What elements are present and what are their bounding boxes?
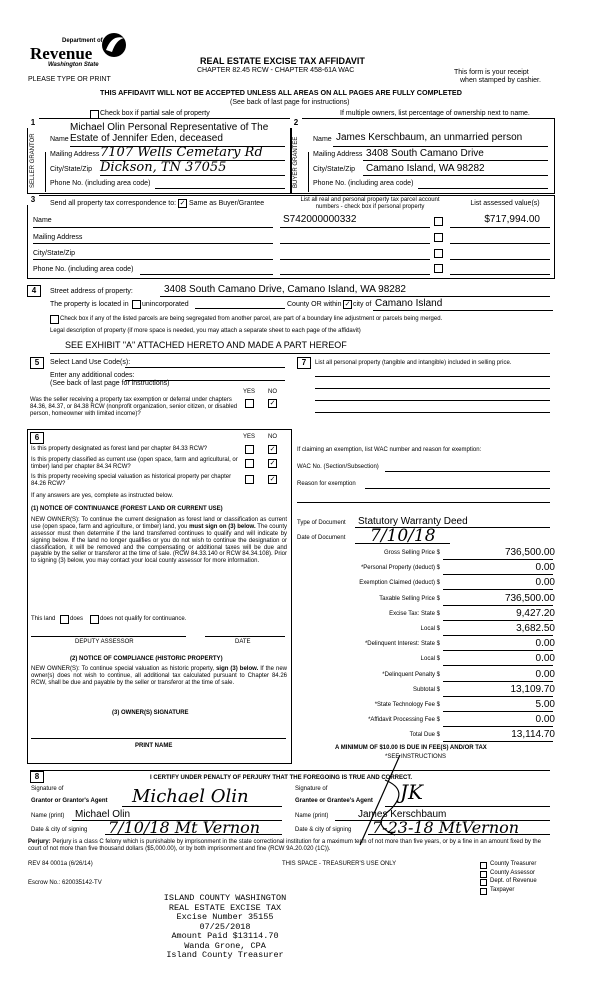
does-label: does — [70, 616, 84, 622]
pp-rule-1 — [315, 376, 550, 377]
tax-row-value[interactable]: 0.00 — [535, 653, 555, 665]
personal-property-label: List all personal property (tangible and intangible) included in selling price. — [315, 360, 512, 366]
does-not-label: does not qualify for continuance. — [100, 616, 187, 622]
tax-row-rule — [443, 574, 553, 575]
assessed-rule-1 — [450, 227, 550, 228]
s3-name-label: Name — [33, 217, 52, 224]
tax-row-rule — [443, 741, 553, 742]
seller-city-rule — [100, 175, 285, 176]
street-rule — [160, 296, 550, 297]
grantee-name-label: Name (print) — [295, 813, 329, 819]
s3-mailing-rule — [33, 243, 273, 244]
stamp-line: Amount Paid $13114.70 — [171, 931, 279, 941]
tax-row-rule — [443, 589, 553, 590]
grantee-agent-label: Grantee or Grantee's Agent — [295, 798, 373, 804]
s3-city-rule — [33, 259, 273, 260]
parcel-header: List all real and personal property tax parcel account numbers - check box if personal property — [300, 197, 440, 210]
certify-text: I CERTIFY UNDER PENALTY OF PERJURY THAT THE FOREGOING IS TRUE AND CORRECT. — [150, 775, 413, 781]
tax-row-value[interactable]: 0.00 — [535, 562, 555, 574]
grantee-signature-of: Signature of — [295, 786, 328, 792]
buyer-phone-rule — [418, 188, 548, 189]
continuance-text-bold: must sign on (3) below. — [189, 523, 256, 530]
exemption-claim-label: If claiming an exemption, list WAC number and reason for exemption: — [297, 447, 482, 453]
copy-checkbox[interactable] — [480, 871, 487, 878]
s6-yes-label: YES — [243, 434, 256, 440]
located-label: The property is located in — [50, 301, 129, 308]
assessed-rule-3 — [450, 259, 550, 260]
s3-mailing-label: Mailing Address — [33, 234, 83, 241]
tax-row-value[interactable]: 0.00 — [535, 714, 555, 726]
s5-yes-label: YES — [243, 389, 256, 395]
exemption-question: Was the seller receiving a property tax exemption or deferral under chapters 84.36, 84.37, or 84.38 RCW (nonprofit organization, senior citizen, or disabled person, homeowner with limited income)? — [30, 397, 238, 417]
grantor-signature[interactable]: Michael Olin — [132, 786, 249, 807]
tax-row-value[interactable]: 736,500.00 — [504, 592, 555, 604]
please-type: PLEASE TYPE OR PRINT — [28, 76, 111, 83]
continuance-text-b: The county assessor must then determine if the land transferred continues to qualify and will indicate by signing below. If the land no longer qualifies or you do not wish to continue the designation or classification, it will be removed and the compensating or additional taxes will be due and payable by the seller or transferor at the time of sale. (RCW 84.33.140 or RCW 84.34.108). Prior to signing (3) below, you may contact your local county assessor for more information. — [31, 523, 287, 565]
copy-checkbox[interactable] — [480, 862, 487, 869]
deputy-assessor-label: DEPUTY ASSESSOR — [75, 639, 134, 645]
seller-city-label: City/State/Zip — [50, 166, 93, 173]
reason-rule-2 — [297, 502, 550, 503]
send-correspondence-label: Send all property tax correspondence to: — [50, 200, 177, 207]
section-2-number: 2 — [290, 118, 302, 128]
doc-date[interactable]: 7/10/18 — [370, 526, 436, 546]
owner-sig-rule — [31, 738, 286, 739]
parcel-rule-3 — [280, 259, 430, 260]
legal-description-label: Legal description of property (if more space is needed, you may attach a separate sheet to each page of the affidavit) — [50, 328, 361, 334]
tax-row-value[interactable]: 5.00 — [535, 699, 555, 710]
tax-row-value[interactable]: 0.00 — [535, 577, 555, 589]
tax-row-rule — [443, 635, 553, 636]
swoosh-logo-icon — [100, 30, 128, 60]
reason-label: Reason for exemption — [297, 481, 356, 487]
buyer-city-label: City/State/Zip — [313, 166, 356, 173]
county-or-within-label: County OR within — [287, 301, 342, 308]
tax-row-label: Local $ — [420, 656, 440, 663]
tax-row-value[interactable]: 3,682.50 — [516, 623, 555, 634]
partial-sale-label: Check box if partial sale of property — [100, 110, 210, 117]
tax-row-label: Excise Tax: State $ — [389, 610, 440, 617]
tax-row-value[interactable]: 736,500.00 — [504, 547, 555, 558]
segregated-label: Check box if any of the listed parcels are being segregated from another parcel, are part of a boundary line adjustment or parcels being merged. — [60, 316, 443, 322]
s3-name-rule — [33, 227, 273, 228]
parcel-4-personal-checkbox[interactable] — [434, 264, 443, 273]
s5-yes-checkbox[interactable] — [245, 399, 254, 408]
property-city[interactable]: Camano Island — [375, 298, 443, 309]
s6-q3-yes-checkbox[interactable] — [245, 475, 254, 484]
grantee-date-label: Date & city of signing — [295, 827, 352, 833]
tax-row-value[interactable]: 0.00 — [535, 638, 555, 650]
s6-if-yes: If any answers are yes, complete as instructed below. — [31, 493, 174, 499]
grantee-signature[interactable]: JK — [400, 780, 423, 804]
historic-text-bold: sign (3) below. — [216, 666, 259, 672]
seller-mailing[interactable]: 7107 Wells Cemetary Rd — [100, 145, 263, 160]
deputy-rule — [31, 636, 186, 637]
section-1-number: 1 — [27, 118, 39, 128]
continuance-text-a: NEW OWNER(S): To continue the current designation as forest land or classification as current use (open space, farm and agriculture, or timber) land, you — [31, 517, 287, 530]
grantor-date-label: Date & city of signing — [31, 827, 88, 833]
grantor-date-rule — [105, 834, 282, 835]
assessed-header: List assessed value(s) — [470, 200, 540, 207]
s5-see-back: (See back of last page for instructions) — [50, 380, 170, 387]
tax-row-rule — [443, 696, 553, 697]
copy-checkbox[interactable] — [480, 888, 487, 895]
assessed-rule-4 — [450, 274, 550, 275]
s3-phone-rule — [140, 274, 273, 275]
section-8-number: 8 — [30, 771, 44, 783]
does-not-qualify-checkbox[interactable] — [90, 615, 99, 624]
perjury-text: Perjury is a class C felony which is punishable by imprisonment in the state correctional institution for a maximum term of not more than five years, or by a fine in an amount fixed by the court of not more than five thousand dollars ($5,000.00), or by both imprisonment and fine (RCW 9A.20.020 (1C)). — [28, 839, 541, 852]
additional-codes-rule — [125, 380, 285, 381]
historic-text-a: NEW OWNER(S): To continue special valuation as historic property, — [31, 666, 215, 672]
buyer-name-label: Name — [313, 136, 332, 143]
tax-row-rule — [443, 711, 553, 712]
tax-row-label: *Delinquent Penalty $ — [382, 671, 440, 678]
historic-text — [31, 666, 287, 687]
tax-row-value[interactable]: 0.00 — [535, 668, 555, 680]
grantor-date-city[interactable]: 7/10/18 Mt Vernon — [108, 818, 261, 837]
s5-no-label: NO — [268, 389, 277, 395]
section-7-number: 7 — [297, 357, 311, 369]
grantor-name[interactable]: Michael Olin — [75, 809, 131, 820]
perjury-notice — [28, 839, 553, 853]
minimum-fee-note: A MINIMUM OF $10.00 IS DUE IN FEE(S) AND/OR TAX — [335, 745, 487, 751]
buyer-name-rule — [333, 146, 548, 147]
stamp-line: 07/25/2018 — [199, 921, 251, 932]
buyer-city-rule — [363, 175, 548, 176]
perjury-bold: Perjury: — [28, 839, 51, 845]
dor-logo — [30, 30, 130, 76]
form-chapter: CHAPTER 82.45 RCW - CHAPTER 458-61A WAC — [197, 67, 355, 74]
stamp-line: REAL ESTATE EXCISE TAX — [168, 902, 282, 913]
signature-scribble-icon — [340, 750, 430, 850]
buyer-side-label: BUYER GRANTEE — [293, 136, 299, 188]
copy-label: Dept. of Revenue — [490, 878, 537, 884]
print-name-label: PRINT NAME — [135, 743, 173, 749]
stamp-line: ISLAND COUNTY WASHINGTON — [163, 893, 287, 903]
tax-row-rule — [443, 650, 553, 651]
same-as-buyer-checkbox[interactable]: ✓ — [179, 200, 186, 207]
s3-city-label: City/State/Zip — [33, 250, 76, 257]
grantor-signature-of: Signature of — [31, 786, 64, 792]
tax-row-label: Gross Selling Price $ — [383, 550, 440, 556]
seller-mailing-label: Mailing Address — [50, 151, 100, 158]
land-use-rule — [125, 367, 285, 368]
tax-row-value[interactable]: 13,109.70 — [510, 683, 555, 695]
s5-no-checkbox[interactable]: ✓ — [269, 400, 276, 407]
additional-codes-label: Enter any additional codes: — [50, 372, 135, 379]
parcel-3-personal-checkbox[interactable] — [434, 249, 443, 258]
receipt-note-1: This form is your receipt — [454, 69, 529, 76]
section-4-number: 4 — [27, 285, 41, 297]
buyer-city[interactable]: Camano Island, WA 98282 — [366, 163, 485, 174]
assessed-rule-2 — [450, 243, 550, 244]
section-5-number: 5 — [30, 357, 44, 369]
treasurer-space: THIS SPACE - TREASURER'S USE ONLY — [282, 861, 397, 867]
grantee-name[interactable]: James Kerschbaum — [358, 809, 447, 820]
tax-row-value[interactable]: 13,114.70 — [511, 729, 555, 741]
tax-row-label: *State Technology Fee $ — [374, 702, 440, 708]
historic-title: (2) NOTICE OF COMPLIANCE (HISTORIC PROPERTY) — [70, 656, 223, 662]
continuance-text — [31, 517, 287, 565]
section-6-number: 6 — [30, 432, 44, 444]
parcel-rule-2 — [280, 243, 430, 244]
seller-name-line-2[interactable]: Estate of Jennifer Eden, deceased — [70, 133, 223, 144]
escrow-label: Escrow No.: — [28, 880, 61, 886]
doc-date-rule — [355, 543, 450, 544]
s6-q2-yes-checkbox[interactable] — [245, 459, 254, 468]
multiple-owners-note: If multiple owners, list percentage of ownership next to name. — [340, 110, 530, 117]
tax-row-label: Local $ — [420, 626, 440, 632]
tax-row-label: Taxable Selling Price $ — [379, 595, 440, 602]
certify-rule — [30, 770, 550, 771]
logo-dept-of: Department of — [62, 38, 103, 44]
logo-revenue: Revenue — [30, 44, 93, 63]
seller-phone-rule — [155, 188, 285, 189]
form-title: REAL ESTATE EXCISE TAX AFFIDAVIT — [200, 56, 365, 66]
s6-no-label: NO — [268, 434, 277, 440]
parcel-rule-1 — [280, 227, 430, 228]
doc-type-label: Type of Document — [297, 520, 346, 526]
tax-row-label: Total Due $ — [409, 732, 440, 739]
seller-name-line-1[interactable]: Michael Olin Personal Representative of The — [70, 122, 269, 133]
stamp-line: Wanda Grone, CPA — [184, 940, 266, 951]
street-address[interactable]: 3408 South Camano Drive, Camano Island, WA 98282 — [164, 284, 406, 295]
copy-checkbox[interactable] — [480, 879, 487, 886]
tax-row-label: *Affidavit Processing Fee $ — [368, 717, 440, 724]
parcel-2-personal-checkbox[interactable] — [434, 233, 443, 242]
seller-side-label: SELLER GRANTOR — [30, 133, 36, 188]
tax-row-rule — [443, 726, 553, 727]
buyer-mailing-rule — [363, 160, 548, 161]
legal-rule — [50, 353, 550, 354]
deputy-date-rule — [205, 636, 285, 637]
grantee-date-city[interactable]: 7-23-18 MtVernon — [372, 818, 520, 837]
see-instructions-note: *SEE INSTRUCTIONS — [385, 754, 447, 760]
doc-type[interactable]: Statutory Warranty Deed — [358, 516, 468, 527]
tax-row-label: Subtotal $ — [412, 686, 440, 693]
stamp-line: Excise Number 35155 — [176, 912, 274, 922]
s6-q3-no-checkbox[interactable]: ✓ — [269, 476, 276, 483]
section-1-side-rule — [45, 152, 46, 192]
city-of-checkbox[interactable]: ✓ — [344, 301, 351, 308]
s6-q3: Is this property receiving special valuation as historical property per chapter 84.26 RCW? — [31, 474, 232, 487]
s6-q1-yes-checkbox[interactable] — [245, 445, 254, 454]
reason-rule-1 — [365, 488, 550, 489]
s6-q2: Is this property classified as current use (open space, farm and agricultural, or timber) land per chapter 84.34 RCW? — [31, 457, 238, 470]
tax-row-rule — [443, 681, 553, 682]
doc-date-label: Date of Document — [297, 535, 346, 541]
this-land-label: This land — [31, 616, 56, 622]
assessed-value[interactable]: $717,994.00 — [484, 214, 540, 225]
owner-signature-label: (3) OWNER(S) SIGNATURE — [112, 710, 189, 716]
same-as-buyer-label: Same as Buyer/Grantee — [189, 200, 265, 207]
rev-number: REV 84 0001a (6/26/14) — [28, 861, 93, 867]
s6-q2-no-checkbox[interactable]: ✓ — [269, 460, 276, 467]
section-2-side-rule — [308, 152, 309, 192]
seller-phone-label: Phone No. (including area code) — [50, 180, 151, 187]
copy-label: County Assessor — [490, 869, 536, 876]
city-rule — [373, 310, 553, 311]
wac-rule — [385, 471, 550, 472]
historic-text-b: If the new owner(s) does not wish to continue, all additional tax calculated pursuant to Chapter 84.26 RCW, shall be due and payable by the seller or transferor at the time of sale. — [31, 666, 288, 686]
tax-row-rule — [443, 620, 553, 621]
tax-row-label: *Personal Property (deduct) $ — [360, 565, 440, 572]
copy-label: County Treasurer — [490, 861, 537, 867]
county-rule — [195, 308, 285, 309]
tax-row-label: *Delinquent Interest: State $ — [364, 641, 440, 648]
pp-rule-3 — [315, 400, 550, 401]
copy-label: Taxpayer — [490, 886, 515, 893]
continuance-title: (1) NOTICE OF CONTINUANCE (FOREST LAND OR CURRENT USE) — [31, 506, 223, 512]
buyer-mailing-label: Mailing Address — [313, 151, 363, 158]
tax-row-rule — [443, 605, 553, 606]
form-warning: THIS AFFIDAVIT WILL NOT BE ACCEPTED UNLESS ALL AREAS ON ALL PAGES ARE FULLY COMPLETED — [100, 88, 462, 97]
s3-phone-label: Phone No. (including area code) — [33, 266, 134, 273]
grantor-name-label: Name (print) — [31, 813, 65, 819]
buyer-name[interactable]: James Kerschbaum, an unmarried person — [336, 132, 523, 143]
city-of-label: city of — [353, 301, 372, 308]
s6-q1-no-checkbox[interactable]: ✓ — [269, 446, 276, 453]
section-3-number: 3 — [27, 195, 39, 205]
seller-name-label: Name — [50, 136, 69, 143]
grantor-agent-label: Grantor or Grantor's Agent — [31, 798, 108, 804]
parcel-1-personal-checkbox[interactable] — [434, 217, 443, 226]
s6-q1: Is this property designated as forest land per chapter 84.33 RCW? — [31, 446, 208, 452]
buyer-phone-label: Phone No. (including area code) — [313, 180, 414, 187]
unincorporated-checkbox[interactable] — [132, 300, 141, 309]
see-back-note: (See back of last page for instructions) — [230, 99, 350, 106]
logo-washington-state: Washington State — [48, 62, 99, 68]
tax-row-rule — [443, 665, 553, 666]
tax-row-label: Exemption Claimed (deduct) $ — [359, 580, 440, 587]
street-address-label: Street address of property: — [50, 288, 133, 295]
stamp-line: Island County Treasurer — [166, 950, 284, 960]
pp-rule-2 — [315, 388, 550, 389]
tax-row-value[interactable]: 9,427.20 — [516, 607, 555, 619]
seller-city[interactable]: Dickson, TN 37055 — [100, 160, 227, 175]
unincorporated-label: unincorporated — [142, 301, 189, 308]
parcel-number[interactable]: S742000000332 — [283, 214, 357, 225]
escrow-number: 620035142-TV — [62, 880, 102, 886]
receipt-note-2: when stamped by cashier. — [460, 77, 541, 84]
does-qualify-checkbox[interactable] — [60, 615, 69, 624]
parcel-rule-4 — [280, 274, 430, 275]
land-use-label: Select Land Use Code(s): — [50, 359, 131, 366]
grantor-sig-rule — [122, 806, 282, 807]
treasurer-stamp — [140, 894, 310, 961]
deputy-date-label: DATE — [235, 639, 251, 645]
wac-no-label: WAC No. (Section/Subsection) — [297, 464, 379, 470]
segregated-checkbox[interactable] — [50, 315, 59, 324]
pp-rule-4 — [315, 412, 550, 413]
buyer-mailing[interactable]: 3408 South Camano Drive — [366, 148, 484, 159]
exhibit-text[interactable]: SEE EXHIBIT "A" ATTACHED HERETO AND MADE A PART HEREOF — [65, 340, 347, 350]
tax-row-rule — [443, 559, 553, 560]
